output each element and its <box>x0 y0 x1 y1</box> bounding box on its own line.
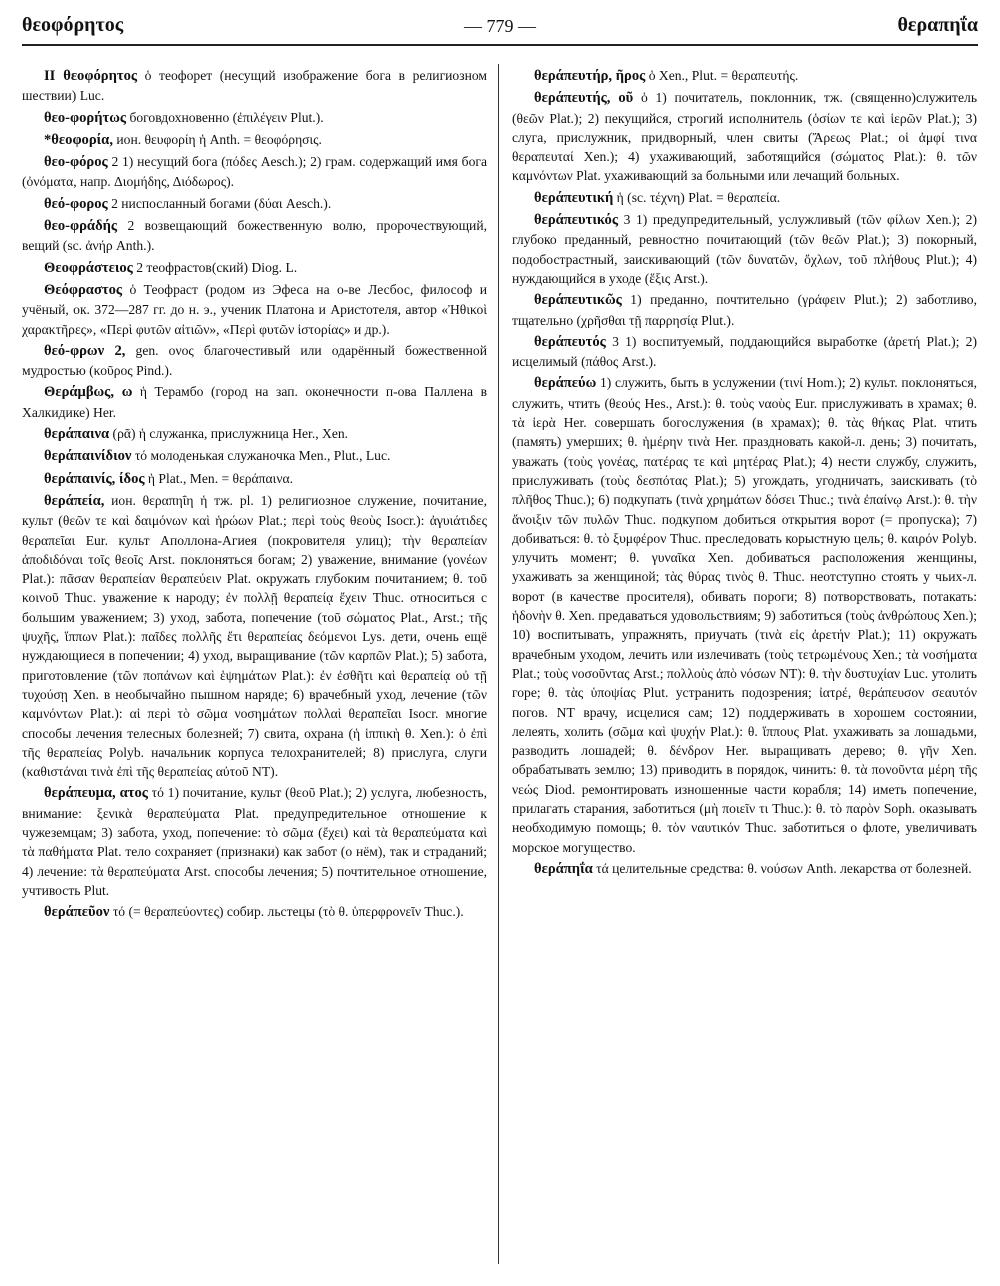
entry-headword: θεράπεία, <box>44 492 105 509</box>
entry-definition: ὁ Xen., Plut. = θεραπευτής. <box>645 68 799 83</box>
dictionary-entry <box>22 66 487 106</box>
dictionary-entry <box>22 130 487 150</box>
entry-headword: θεό-φρων 2, <box>44 342 126 359</box>
entry-definition: τό молоденькая служаночка Men., Plut., Luc. <box>131 448 391 464</box>
entry-headword: θεράπευτικός <box>534 212 618 229</box>
running-head-left: θεοφόρητος <box>22 14 124 36</box>
header-rule <box>22 44 978 46</box>
dictionary-entry <box>22 424 487 444</box>
dictionary-entry <box>22 491 487 781</box>
dictionary-entry <box>22 783 487 900</box>
entry-headword: θεράπευτός <box>534 333 606 350</box>
dictionary-entry <box>22 280 487 339</box>
dictionary-entry <box>22 108 487 128</box>
entry-definition: 2 1) несущий бога (πόδες Aesch.); 2) грам. содержащий имя бога (ὀνόματα, напр. Διομήδης, Διόδωρος). <box>22 154 487 190</box>
entry-headword: θεο-φόρος <box>44 154 108 171</box>
entry-definition: ион. θευφορίη ἡ Anth. = θεοφόρησις. <box>112 131 322 147</box>
entry-definition: 2 возвещающий божественную волю, пророчествующий, вещий (sc. ἀνήρ Anth.). <box>22 218 487 254</box>
entry-headword: Θεοφράστειος <box>44 259 133 276</box>
dictionary-entry <box>512 188 977 208</box>
dictionary-entry <box>22 216 487 256</box>
entry-definition: 1) служить, быть в услужении (τινί Hom.); 2) культ. поклоняться, служить, чтить (θεούς Hes., Arst.): θ. τοὺς ναοὺς Eur. прислуживать в храмах; θ. τὰ ἱερὰ Her. совершать богослужения (в храмах); θ. τὰς θήκας Plat. чтить (память) умерших; θ. ἡμέρην τινὰ Her. праздновать какой-л. день; 3) почитать, уважать (τοὺς γονέας, πατέρας τε καὶ μητέρας Plat.); 4) нести службу, служить, прислуживать (τοὺς δεσπότας Plat.); 5) угождать, угодничать, заискивать (τὸ πλῆθος Thuc.); 6) подкупать (τινὰ χρημάτων δόσει Thuc.; τινὰ ἐπαίνῳ Arst.): θ. τὴν ἄνοιξιν τῶν πυλῶν Thuc. подкупом добиться открытия ворот (= пропуска); 7) добиваться: θ. τὸ ξυμφέρον Thuc. преследовать корыстную цель; θ. καιρόν Polyb. улучить момент; θ. γυναῖκα Xen. добиваться расположения женщины, ухаживать за женщиной; τὰς θύρας τινὸς θ. Thuc. неотступно стоять у чьих-л. ворот (в качестве просителя), обивать пороги; 8) потворствовать, потакать: ἡδονὴν θ. Xen. предаваться удовольствиям; 9) заботиться (τοὺς ἀνθρώπους Xen.); 10) воспитывать, упражнять, приучать (τινὰ εἰς ἀρετήν Plat.); 11) окружать врачебным уходом, лечить или излечивать (τοὺς τετρωμένους Xen.; τὰ νοσήματα Plat.; τοὺς νοσοῦντας Arst.; πολλοὺς ἀπὸ νόσων NT): θ. τὴν δυστυχίαν Luc. утолить горе; θ. τὰς ὑποψίας Plut. устранить подозрения; ἰατρέ, θεράπευσον σεαυτόν погов. NT врачу, исцелися сам; 12) поддерживать в хорошем состоянии, лелеять, холить (σῶμα καὶ ψυχήν Plat.): θ. ἵππους Plat. ухаживать за лошадьми, разводить лошадей; θ. δένδρον Her. выращивать дерево; θ. γῆν Xen. обрабатывать землю; 13) приводить в порядок, чинить: θ. τὰ πονοῦντα μέρη τῆς νεώς Diod. ремонтировать изношенные части корабля; 14) иметь попечение, прилагать старания, заботиться (μὴ ποιεῖν τι Thuc.): θ. τὸ παρὸν Soph. оказывать необходимую помощь; θ. τὸν ναυτικόν Thuc. заботиться о флоте, увеличивать морское могущество. <box>512 375 977 855</box>
entry-headword: θεράπευτής, οῦ <box>534 90 634 107</box>
entry-headword: θεράπευτικῶς <box>534 292 622 309</box>
entry-definition: ὁ Теофраст (родом из Эфеса на о-ве Лесбос, философ и учёный, ок. 372—287 гг. до н. э., ученик Платона и Аристотеля, автор «Ἠθικοὶ χαρακτῆρες», «Περὶ φυτῶν αἰτιῶν», «Περὶ φυτῶν ἱστορίας» и др.). <box>22 281 487 337</box>
entry-headword: Θεράμβως, ω <box>44 384 133 401</box>
dictionary-entry <box>512 66 977 86</box>
dictionary-entry <box>22 469 487 489</box>
entry-definition: 2 теофрастов(ский) Diog. L. <box>132 259 298 275</box>
dictionary-entry <box>22 194 487 214</box>
entry-headword: θεράπεῦον <box>44 904 110 921</box>
entry-headword: θεράπαινίδιον <box>44 448 132 465</box>
entry-definition: ἡ (sc. τέχνη) Plat. = θεραπεία. <box>613 189 781 205</box>
entry-headword: *θεοφορία, <box>44 131 113 148</box>
entry-headword: θεράπαινίς, ίδος <box>44 470 145 487</box>
entry-headword: θεό-φορος <box>44 195 108 212</box>
dictionary-entry <box>22 382 487 422</box>
entry-headword: θεο-φορήτως <box>44 109 127 126</box>
right-column <box>512 66 977 881</box>
dictionary-entry <box>512 859 977 879</box>
entry-definition: τό 1) почитание, культ (θεοῦ Plat.); 2) услуга, любезность, внимание: ξενικὰ θεραπεύματα Plat. предупредительное отношение к чужеземцам; 3) забота, уход, попечение: τὸ σῶμα (ἔχει) καὶ τὰ θεραπεύματα καὶ τὰ παθήματα Plat. тело сохраняет (признаки) как забот (о нём), так и страданий; 4) лечение: τὰ θεραπεύματα Arst. способы лечения; 5) почтительное отношение, учтивость Plut. <box>22 785 487 898</box>
dictionary-entry <box>512 373 977 856</box>
running-head <box>22 14 978 44</box>
entry-headword: θεράπηΐα <box>534 860 593 877</box>
entry-definition: 3 1) воспитуемый, поддающийся выработке (ἀρετή Plat.); 2) исцелимый (πάθος Arst.). <box>512 333 977 370</box>
left-column <box>22 66 487 924</box>
entry-headword: Θεόφραστος <box>44 281 123 298</box>
entry-definition: ἡ Plat., Men. = θεράπαινα. <box>144 470 293 486</box>
entry-headword: θεράπεύω <box>534 375 597 392</box>
entry-definition: боговдохновенно (ἐπιλέγειν Plut.). <box>126 109 324 125</box>
entry-definition: ὁ теофорет (несущий изображение бога в религиозном шествии) Luc. <box>22 68 488 104</box>
entry-definition: ὁ 1) почитатель, поклонник, тж. (священно)служитель (θεῶν Plat.); 2) пекущийся, строгий исполнитель (ὁσίων τε καὶ ἱερῶν Plat.); 3) слуга, прислужник, придворный, член свиты (Ἄρεως Plat.; οἱ ἀμφί τινα θεραπευταί Xen.); 4) ухаживающий, заботящийся (σώματος Plat.): θ. τῶν καμνόντων Plat. ухаживающий за больными или лечащий больных. <box>512 90 978 184</box>
entry-headword: θεράπαινα <box>44 426 110 443</box>
entry-definition: (ρᾶ) ἡ служанка, прислужница Her., Xen. <box>109 426 349 442</box>
entry-definition: 2 ниспосланный богами (δύαι Aesch.). <box>107 195 332 211</box>
entry-definition: gen. ονος благочестивый или одарённый божественной мудростью (κοῦρος Pind.). <box>22 342 487 379</box>
dictionary-entry <box>22 152 487 192</box>
dictionary-entry <box>22 341 487 381</box>
column-divider <box>498 64 499 1264</box>
entry-headword: θεράπευτήρ, ῆρος <box>534 68 646 84</box>
page-number: — 779 — <box>464 16 536 36</box>
entry-headword: θεράπευμα, ατος <box>44 785 148 802</box>
entry-headword: θεο-φράδής <box>44 218 118 235</box>
dictionary-entry <box>22 446 487 466</box>
dictionary-entry <box>22 902 487 922</box>
entry-headword: θεράπευτική <box>534 189 614 206</box>
dictionary-entry <box>512 332 977 372</box>
dictionary-entry <box>512 210 977 288</box>
running-head-right: θεραπηΐα <box>897 14 978 36</box>
entry-definition: 1) преданно, почтительно (γράφειν Plut.); 2) заботливо, тщательно (χρῆσθαι τῇ παρρησίᾳ Plut.). <box>512 292 977 328</box>
entry-headword: II θεοφόρητος <box>44 68 138 84</box>
entry-definition: 3 1) предупредительный, услужливый (τῶν φίλων Xen.); 2) глубоко преданный, ревностно почитающий (τῶν θεῶν Plat.); 3) покорный, подобострастный, заискивающий (τῶν δυνατῶν, ὄχλων, τοῦ πλήθους Plut.); 4) нуждающийся в уходе (ἕξις Arst.). <box>512 212 977 286</box>
entry-definition: τό (= θεραπεύοντες) собир. льстецы (τὸ θ. ὑπερφρονεῖν Thuc.). <box>109 904 464 920</box>
entry-definition: ион. θεραπηΐη ἡ тж. pl. 1) религиозное служение, почитание, культ (θεῶν τε καὶ δαιμόνων καὶ ἡρώων Plat.; περὶ τοὺς θεοὺς Isocr.): ἀγυιάτιδες θεραπεῖαι Eur. культ Аполлона-Агиея (покровителя улиц); τὴν θεραπείαν ἀποδιδόναι τοῖς θεοῖς Arst. поклоняться богам; 2) уважение, внимание (γονέων Plat.): πᾶσαν θεραπείαν θεραπεύειν Plat. окружать глубоким почитанием; θ. τοῦ κοινοῦ Thuc. уважение к народу; ἐν πολλῇ θεραπείᾳ ἔχειν Thuc. относиться с большим уважением; 3) уход, забота, попечение (τοῦ σώματος Plat., Arst.; τῆς ψυχῆς, ἵππων Plat.): παῖδες πολλῆς ἔτι θεραπείας δεόμενοι Lys. дети, очень ещё нуждающиеся в попечении; 4) уход, выращивание (τῶν καρπῶν Plat.); 5) забота, приготовление (τῶν ποπάνων καὶ ἑψημάτων Plat.): ἐν ἐσθῆτι καὶ θεραπείᾳ οὐ τῇ τυχούσῃ Xen. в необычайно пышном наряде; 6) врачебный уход, лечение (τῶν καμνόντων Plat.): αἱ περὶ τὸ σῶμα νοσημάτων πολλαὶ θεραπεῖαι Isocr. многие способы лечения телесных болезней; 7) свита, охрана (ἡ ἱππικὴ θ. Xen.): ὁ ἐπὶ τῆς θεραπείας Polyb. начальник корпуса телохранителей; 8) прислуга, слуги (καθιστάναι τινὰ ἐπὶ τῆς θεραπείας αὐτοῦ NT). <box>22 492 487 780</box>
entry-definition: τά целительные средства: θ. νούσων Anth. лекарства от болезней. <box>592 860 972 876</box>
dictionary-entry <box>22 258 487 278</box>
dictionary-entry <box>512 88 977 185</box>
dictionary-entry <box>512 290 977 330</box>
entry-definition: ἡ Терамбо (город на зап. оконечности п-ова Паллена в Халкидике) Her. <box>22 384 488 420</box>
